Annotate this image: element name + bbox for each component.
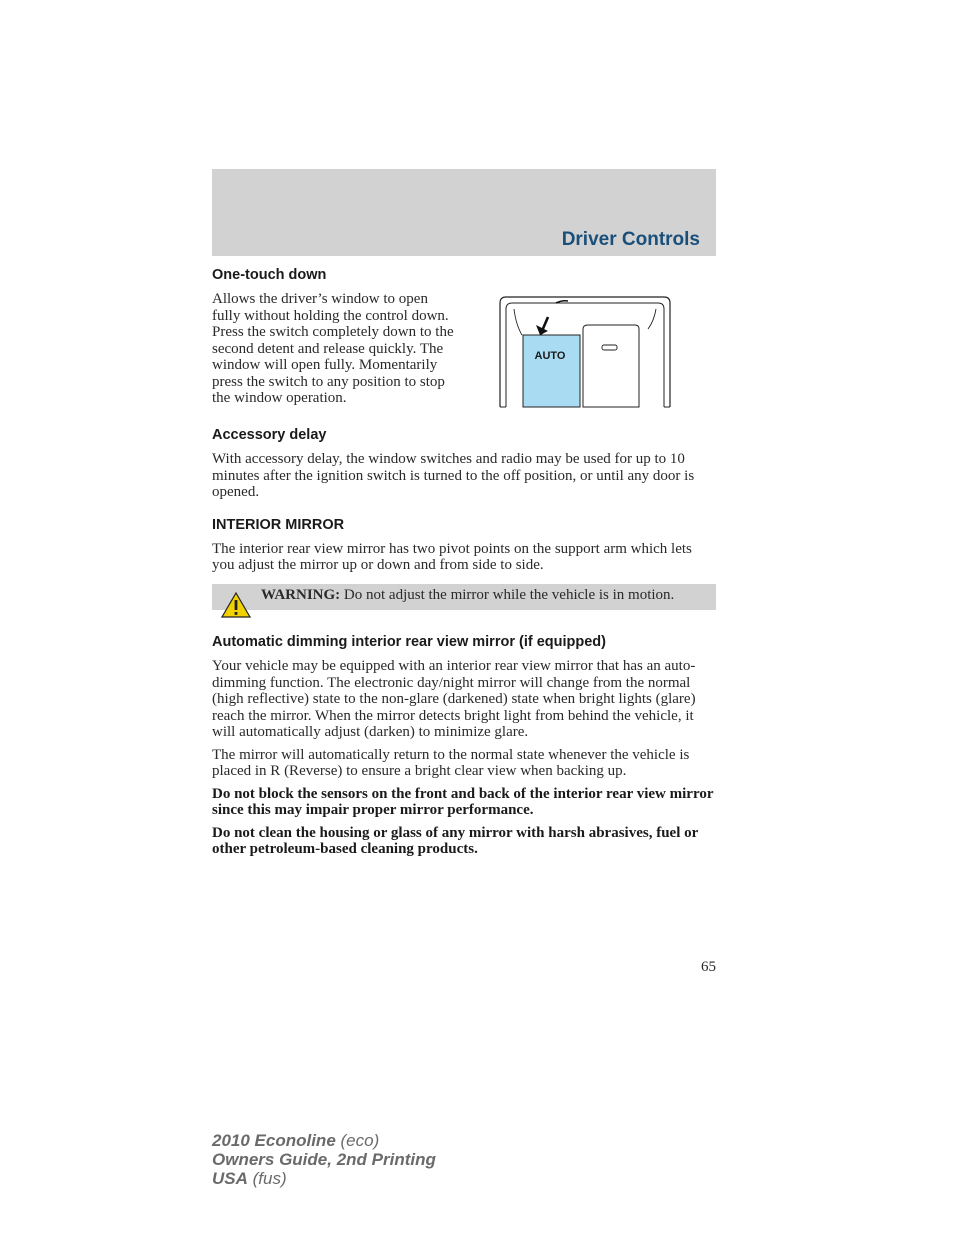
document-footer [212,1131,436,1188]
footer-guide: Owners Guide, 2nd Printing [212,1150,436,1169]
warning-box [212,584,716,611]
auto-dimming-body-2: The mirror will automatically return to the normal state whenever the vehicle is placed in R (Reverse) to ensure a bright clear view when backing up. [212,746,690,779]
auto-switch-label: AUTO [534,350,566,362]
interior-mirror-body: The interior rear view mirror has two pivot points on the support arm which lets you adjust the mirror up or down and from side to side. [212,540,692,573]
auto-dimming-caution-1: Do not block the sensors on the front and back of the interior rear view mirror since this may impair proper mirror performance. [212,785,714,818]
auto-dimming-caution-2: Do not clean the housing or glass of any mirror with harsh abrasives, fuel or other petroleum-based cleaning products. [212,824,698,857]
section-header-band [212,169,716,256]
page-content [212,265,716,864]
section-title: Driver Controls [561,229,700,250]
auto-dimming-heading: Automatic dimming interior rear view mirror (if equipped) [212,634,606,650]
accessory-delay-heading: Accessory delay [212,427,327,443]
footer-model-code: (eco) [335,1131,380,1150]
page-number: 65 [701,959,716,975]
one-touch-section [212,265,716,425]
one-touch-heading: One-touch down [212,267,327,283]
auto-dimming-body-1: Your vehicle may be equipped with an interior rear view mirror that has an auto-dimming function. The electronic day/night mirror will change from the normal (high reflective) state to the non-glare (darkened) state when bright lights (glare) reach the mirror. When the mirror detects bright light from behind the vehicle, it will automatically adjust (darken) to minimize glare. [212,658,696,740]
footer-model: 2010 Econoline [212,1131,336,1150]
footer-market: USA [212,1169,248,1188]
interior-mirror-heading: INTERIOR MIRROR [212,516,345,533]
footer-market-code: (fus) [247,1169,287,1188]
warning-text-block [261,587,704,604]
warning-text: Do not adjust the mirror while the vehicle is in motion. [340,586,675,603]
auto-switch [523,335,580,407]
warning-label: WARNING: [261,586,341,603]
accessory-delay-body: With accessory delay, the window switches and radio may be used for up to 10 minutes after the ignition switch is turned to the off position, or until any door is opened. [212,451,695,500]
warning-triangle-icon [221,592,251,618]
window-switch-illustration [496,295,674,409]
one-touch-body: Allows the driver’s window to open fully without holding the control down. Press the switch completely down to the second detent and release quickly. The window will open fully. Momentarily press the switch to any position to stop the window operation. [212,291,454,406]
